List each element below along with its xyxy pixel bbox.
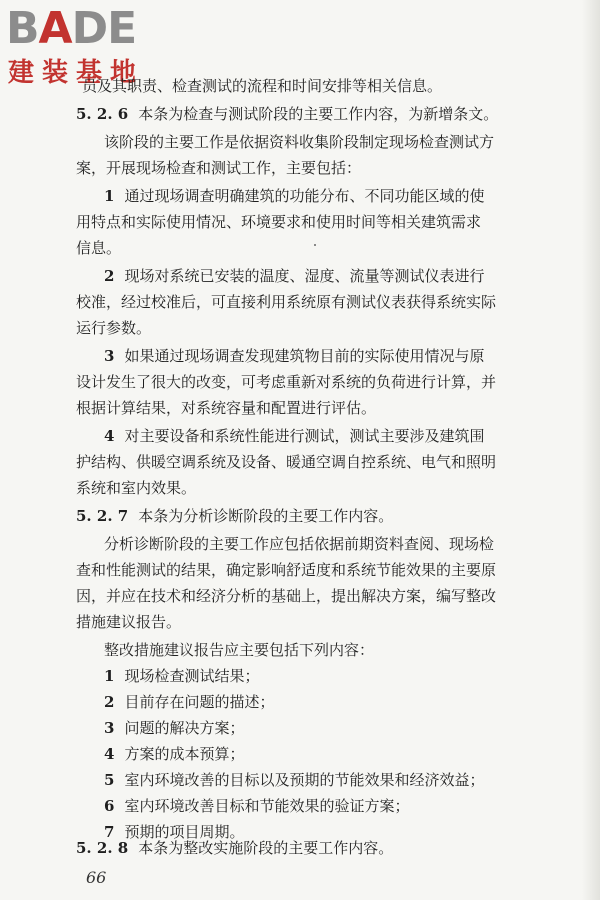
clause-5-2-6 bbox=[76, 104, 586, 124]
watermark-cjk: 建装基地 bbox=[8, 58, 145, 88]
page-number: 66 bbox=[86, 868, 107, 887]
list-item: 2 现场对系统已安装的温度、湿度、流量等测试仪表进行 bbox=[104, 267, 485, 285]
text-line: 根据计算结果，对系统容量和配置进行评估。 bbox=[76, 399, 377, 417]
text-line: 案，开展现场检查和测试工作，主要包括： bbox=[76, 159, 362, 177]
list-item: 1 通过现场调查明确建筑的功能分布、不同功能区域的使 bbox=[104, 187, 485, 205]
text-line: 分析诊断阶段的主要工作应包括依据前期资料查阅、现场检 bbox=[104, 535, 495, 553]
clause-number: 5. 2. 8 bbox=[76, 839, 129, 857]
text-line: 因，并应在技术和经济分析的基础上，提出解决方案，编写整改 bbox=[76, 587, 497, 605]
list-item: 4 方案的成本预算； bbox=[104, 745, 245, 763]
text-line: 运行参数。 bbox=[76, 319, 152, 337]
list-item: 7 预期的项目周期。 bbox=[104, 823, 245, 841]
list-item: 6 室内环境改善目标和节能效果的验证方案； bbox=[104, 797, 410, 815]
speck bbox=[314, 244, 316, 246]
text-line: 设计发生了很大的改变，可考虑重新对系统的负荷进行计算，并 bbox=[76, 373, 497, 391]
watermark-latin: BADE bbox=[6, 3, 137, 54]
list-item: 4 对主要设备和系统性能进行测试，测试主要涉及建筑围 bbox=[104, 427, 485, 445]
text-line: 查和性能测试的结果，确定影响舒适度和系统节能效果的主要原 bbox=[76, 561, 497, 579]
list-item: 5 室内环境改善的目标以及预期的节能效果和经济效益； bbox=[104, 771, 485, 789]
text-line: 用特点和实际使用情况、环境要求和使用时间等相关建筑需求 bbox=[76, 213, 482, 231]
clause-text: 本条为分析诊断阶段的主要工作内容。 bbox=[138, 507, 394, 525]
text-line: 校准，经过校准后，可直接利用系统原有测试仪表获得系统实际 bbox=[76, 293, 497, 311]
text-line: 护结构、供暖空调系统及设备、暖通空调自控系统、电气和照明 bbox=[76, 453, 497, 471]
clause-number: 5. 2. 7 bbox=[76, 507, 129, 525]
text-line: 系统和室内效果。 bbox=[76, 479, 197, 497]
text-line: 该阶段的主要工作是依据资料收集阶段制定现场检查测试方 bbox=[104, 133, 495, 151]
text-line: 员及其职责、检查测试的流程和时间安排等相关信息。 bbox=[82, 77, 443, 95]
text-line: 整改措施建议报告应主要包括下列内容： bbox=[104, 641, 375, 659]
clause-text: 本条为整改实施阶段的主要工作内容。 bbox=[138, 839, 394, 857]
list-item: 3 问题的解决方案； bbox=[104, 719, 245, 737]
list-item: 2 目前存在问题的描述； bbox=[104, 693, 275, 711]
clause-text: 本条为检查与测试阶段的主要工作内容，为新增条文。 bbox=[138, 105, 499, 123]
list-item: 3 如果通过现场调查发现建筑物目前的实际使用情况与原 bbox=[104, 347, 485, 365]
text-line: 信息。 bbox=[76, 239, 122, 257]
clause-number: 5. 2. 6 bbox=[76, 105, 129, 123]
clause-5-2-7 bbox=[76, 506, 586, 526]
clause-5-2-8-line bbox=[76, 838, 586, 858]
text-line: 措施建议报告。 bbox=[76, 613, 182, 631]
list-item: 1 现场检查测试结果； bbox=[104, 667, 260, 685]
